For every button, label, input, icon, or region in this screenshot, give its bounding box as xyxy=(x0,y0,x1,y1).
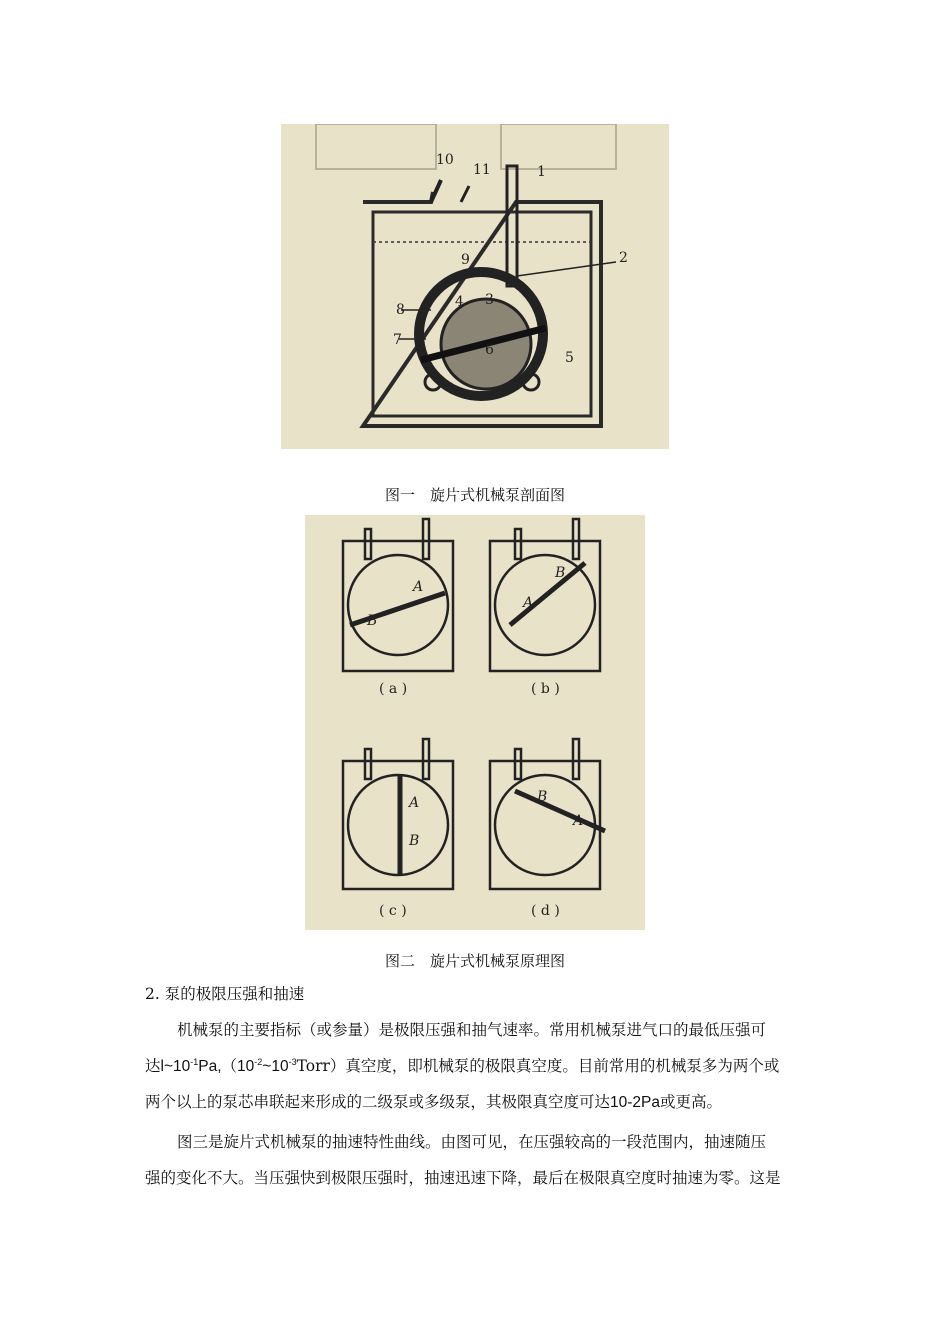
label-1: 1 xyxy=(537,164,546,180)
paragraph-2-line-2: 强的变化不大。当压强快到极限压强时，抽速迅速下降，最后在极限真空度时抽速为零。这是 xyxy=(145,1169,781,1187)
label-10: 10 xyxy=(436,152,454,168)
panel-c-label-a: A xyxy=(409,795,420,811)
paragraph-2-line-1: 图三是旋片式机械泵的抽速特性曲线。由图可见，在压强较高的一段范围内，抽速随压 xyxy=(177,1133,767,1151)
paragraph-1-line-1: 机械泵的主要指标（或参量）是极限压强和抽气速率。常用机械泵进气口的最低压强可 xyxy=(177,1021,767,1039)
para1-line2-a: 达 xyxy=(145,1057,161,1075)
para1-line2-sup2: -2 xyxy=(254,1056,263,1067)
para1-line2-sup1: -1 xyxy=(190,1056,199,1067)
label-3: 3 xyxy=(485,292,494,308)
paragraph-1-line-3 xyxy=(145,1084,810,1121)
para1-line3-c: 或更高。 xyxy=(660,1093,723,1111)
label-6: 6 xyxy=(485,342,494,358)
para1-line2-e: Torr）真空度，即机械泵的极限真空度。目前常用的机械泵多为两个或 xyxy=(296,1057,780,1075)
para1-line2-sup3: -3 xyxy=(288,1056,297,1067)
para1-line2-b: l~10 xyxy=(160,1058,191,1075)
label-8: 8 xyxy=(396,302,405,318)
panel-a-caption: ( a ) xyxy=(379,681,408,697)
panel-c-label-b: B xyxy=(409,833,420,849)
panel-b-label-b: B xyxy=(555,565,566,581)
label-5: 5 xyxy=(565,350,574,366)
para1-line2-d: ~10 xyxy=(262,1058,289,1075)
figure-1-drawing xyxy=(281,124,669,449)
panel-c-caption: ( c ) xyxy=(379,903,407,919)
section-heading: 2. 泵的极限压强和抽速 xyxy=(145,985,305,1003)
figure-2-caption: 图二 旋片式机械泵原理图 xyxy=(384,952,565,970)
label-4: 4 xyxy=(455,294,464,310)
panel-b-caption: ( b ) xyxy=(531,681,560,697)
figure-2-pump-principle xyxy=(305,515,645,930)
panel-d-label-a: A xyxy=(573,813,584,829)
panel-a-label-a: A xyxy=(413,579,424,595)
label-9: 9 xyxy=(461,252,470,268)
panel-a-label-b: B xyxy=(367,613,378,629)
para1-line3-a: 两个以上的泵芯串联起来形成的二级泵或多级泵，其极限真空度可达 xyxy=(145,1093,611,1111)
figure-1-pump-cross-section xyxy=(281,124,669,449)
figure-2-drawing xyxy=(305,515,645,930)
label-7: 7 xyxy=(393,332,402,348)
para1-line2-c: Pa,（10 xyxy=(198,1058,255,1075)
para1-line3-b: 10-2Pa xyxy=(610,1094,660,1111)
panel-d-caption: ( d ) xyxy=(531,903,560,919)
paragraph-1-line-2 xyxy=(145,1048,810,1085)
label-2: 2 xyxy=(619,250,628,266)
label-11: 11 xyxy=(473,162,491,178)
panel-b-label-a: A xyxy=(523,595,534,611)
figure-1-caption: 图一 旋片式机械泵剖面图 xyxy=(384,486,565,504)
panel-d-label-b: B xyxy=(537,789,548,805)
